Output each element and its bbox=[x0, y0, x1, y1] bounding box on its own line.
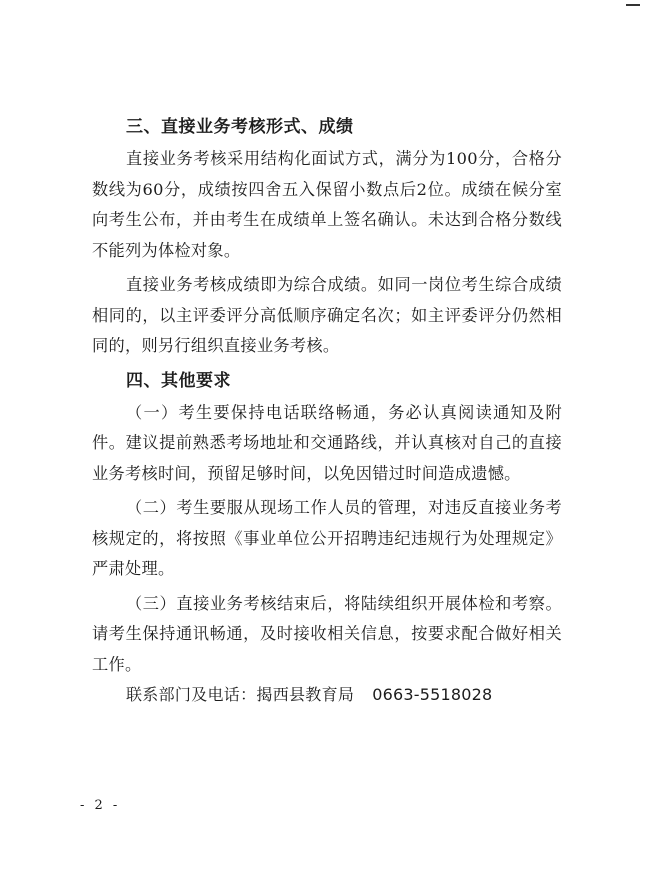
section-3-paragraph-1: 直接业务考核采用结构化面试方式，满分为100分，合格分数线为60分，成绩按四舍五入保留小数点后2位。成绩在候分室向考生公布，并由考生在成绩单上签名确认。未达到合格分数线不能列为体检对象。 bbox=[92, 149, 562, 260]
document-body bbox=[92, 112, 562, 684]
corner-mark bbox=[626, 4, 640, 6]
contact-phone: 0663-5518028 bbox=[372, 685, 493, 704]
section-3-heading: 三、直接业务考核形式、成绩 bbox=[126, 117, 354, 137]
section-4-item-3: （三）直接业务考核结束后，将陆续组织开展体检和考察。请考生保持通讯畅通，及时接收相关信息，按要求配合做好相关工作。 bbox=[92, 593, 562, 674]
section-4-item-1: （一）考生要保持电话联络畅通，务必认真阅读通知及附件。建议提前熟悉考场地址和交通路线，并认真核对自己的直接业务考核时间，预留足够时间，以免因错过时间造成遗憾。 bbox=[92, 402, 562, 483]
section-4-heading: 四、其他要求 bbox=[126, 370, 231, 391]
page-number: - 2 - bbox=[80, 798, 121, 813]
section-4-item-2: （二）考生要服从现场工作人员的管理，对违反直接业务考核规定的，将按照《事业单位公开招聘违纪违规行为处理规定》严肃处理。 bbox=[92, 498, 562, 578]
contact-label: 联系部门及电话：揭西县教育局 bbox=[126, 685, 355, 704]
contact-line bbox=[126, 680, 492, 710]
section-3-paragraph-2: 直接业务考核成绩即为综合成绩。如同一岗位考生综合成绩相同的，以主评委评分高低顺序确定名次；如主评委评分仍然相同的，则另行组织直接业务考核。 bbox=[92, 275, 562, 355]
